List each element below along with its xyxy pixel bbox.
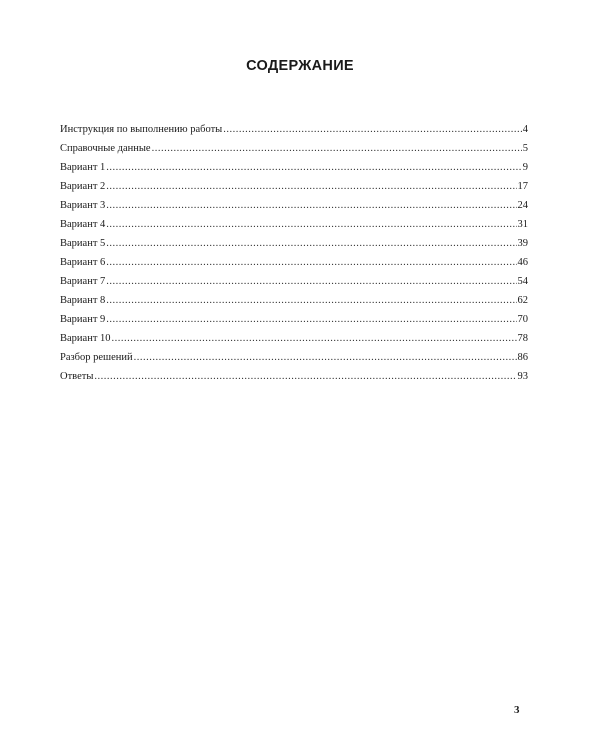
toc-entry-variant-7 (60, 272, 528, 291)
toc-entry-page: 86 (517, 352, 528, 363)
toc-entry-variant-6 (60, 253, 528, 272)
page-title: СОДЕРЖАНИЕ (246, 58, 354, 74)
toc-entry-label: Справочные данные (60, 143, 151, 154)
toc-entry-label: Вариант 3 (60, 200, 106, 211)
toc-entry-page: 54 (517, 276, 528, 287)
toc-entry-answers (60, 367, 528, 386)
toc-leader-dots (106, 196, 516, 215)
toc-entry-page: 46 (517, 257, 528, 268)
toc-leader-dots (106, 291, 516, 310)
toc-entry-label: Вариант 6 (60, 257, 106, 268)
toc-entry-label: Вариант 1 (60, 162, 106, 173)
toc-entry-page: 9 (522, 162, 528, 173)
toc-entry-reference-data (60, 139, 528, 158)
toc-entry-variant-4 (60, 215, 528, 234)
table-of-contents (60, 120, 528, 386)
toc-leader-dots (106, 234, 516, 253)
toc-entry-variant-3 (60, 196, 528, 215)
toc-entry-page: 93 (517, 371, 528, 382)
toc-leader-dots (106, 253, 516, 272)
toc-entry-label: Вариант 8 (60, 295, 106, 306)
toc-entry-page: 5 (522, 143, 528, 154)
toc-entry-solutions (60, 348, 528, 367)
toc-entry-variant-8 (60, 291, 528, 310)
toc-entry-label: Разбор решений (60, 352, 133, 363)
toc-entry-label: Вариант 9 (60, 314, 106, 325)
toc-entry-variant-2 (60, 177, 528, 196)
toc-entry-label: Инструкция по выполнению работы (60, 124, 223, 135)
toc-entry-variant-5 (60, 234, 528, 253)
page-number: 3 (514, 704, 520, 716)
toc-entry-label: Вариант 10 (60, 333, 111, 344)
toc-entry-label: Вариант 4 (60, 219, 106, 230)
toc-entry-page: 31 (517, 219, 528, 230)
toc-entry-page: 78 (517, 333, 528, 344)
toc-entry-page: 17 (517, 181, 528, 192)
toc-leader-dots (152, 139, 522, 158)
toc-entry-page: 70 (517, 314, 528, 325)
toc-leader-dots (94, 367, 516, 386)
toc-entry-variant-10 (60, 329, 528, 348)
toc-leader-dots (106, 310, 516, 329)
toc-entry-page: 4 (522, 124, 528, 135)
toc-leader-dots (134, 348, 517, 367)
toc-entry-label: Вариант 2 (60, 181, 106, 192)
toc-entry-page: 24 (517, 200, 528, 211)
toc-leader-dots (106, 272, 516, 291)
toc-entry-page: 62 (517, 295, 528, 306)
toc-entry-label: Вариант 7 (60, 276, 106, 287)
toc-entry-label: Вариант 5 (60, 238, 106, 249)
toc-leader-dots (106, 215, 516, 234)
toc-entry-instructions (60, 120, 528, 139)
toc-leader-dots (106, 177, 516, 196)
toc-entry-label: Ответы (60, 371, 94, 382)
toc-entry-variant-9 (60, 310, 528, 329)
toc-leader-dots (112, 329, 517, 348)
toc-leader-dots (223, 120, 522, 139)
toc-leader-dots (106, 158, 521, 177)
toc-entry-page: 39 (517, 238, 528, 249)
toc-entry-variant-1 (60, 158, 528, 177)
